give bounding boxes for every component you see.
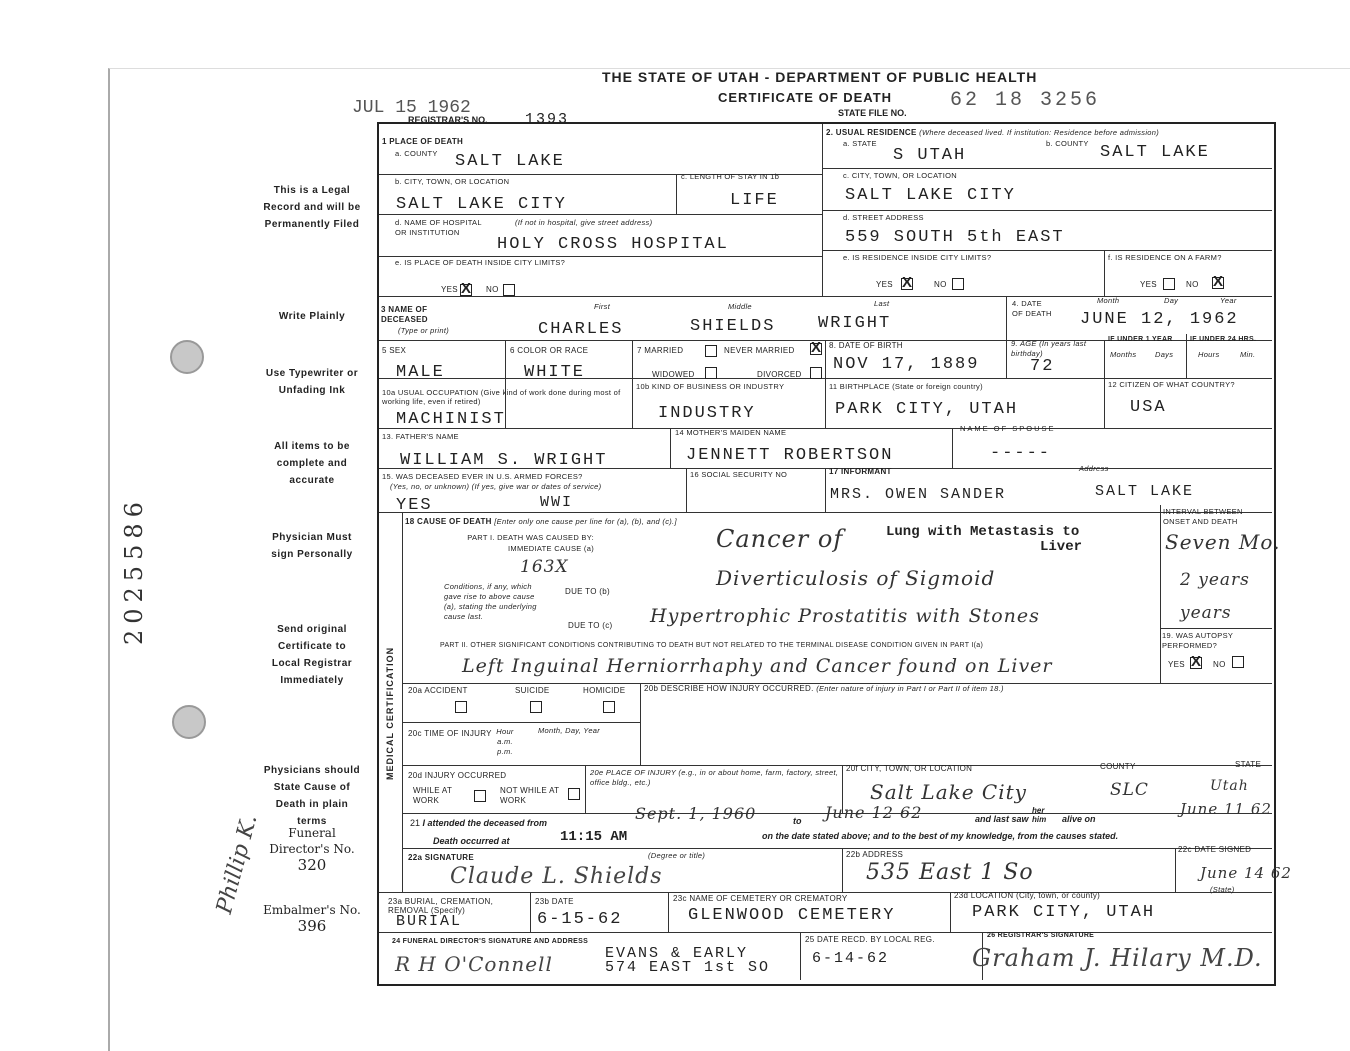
burial-location: PARK CITY, UTAH (972, 903, 1156, 922)
attended-from: Sept. 1, 1960 (635, 804, 757, 823)
divorced-label: DIVORCED (757, 370, 802, 379)
location-label: 23d LOCATION (City, town, or county) (954, 891, 1101, 900)
name-label: 3 NAME OF DECEASED (381, 305, 428, 324)
residence-county: SALT LAKE (1100, 143, 1210, 162)
married-label: 7 MARRIED (637, 346, 684, 355)
months-label: Months (1110, 350, 1137, 359)
yes-label: YES (1140, 280, 1157, 289)
alive-date: June 11 62 (1180, 800, 1272, 818)
note-typewriter: Use Typewriter or Unfading Ink (265, 368, 359, 396)
no-label: NO (934, 280, 947, 289)
farm-no-checkbox[interactable]: X (1213, 273, 1224, 290)
item2-label: 2. USUAL RESIDENCE (Where deceased lived. If institution: Residence before admission) (826, 128, 1160, 137)
funeral-director-number: 320 (297, 856, 327, 874)
spouse-label: NAME OF SPOUSE (960, 424, 1056, 433)
death-limits-no-checkbox[interactable] (503, 284, 515, 296)
due-to-c-label: DUE TO (c) (568, 621, 613, 630)
last-saw-label: and last saw (975, 814, 1029, 824)
farm-label: f. IS RESIDENCE ON A FARM? (1108, 253, 1222, 262)
date-of-birth: NOV 17, 1889 (833, 355, 980, 374)
residence-street: 559 SOUTH 5th EAST (845, 228, 1065, 247)
due-to-b-label: DUE TO (b) (565, 587, 610, 596)
autopsy-no-checkbox[interactable] (1232, 656, 1244, 668)
death-occurred-label: Death occurred at (433, 836, 510, 846)
suicide-checkbox[interactable] (530, 701, 542, 713)
mdy-label: Month, Day, Year (538, 726, 601, 735)
widowed-label: WIDOWED (652, 370, 695, 379)
middle-name: SHIELDS (690, 317, 776, 336)
stay-label: c. LENGTH OF STAY IN 1b (681, 172, 780, 181)
farm-yes-checkbox[interactable] (1163, 278, 1175, 290)
no-label: NO (486, 285, 499, 294)
days-label: Days (1155, 350, 1174, 359)
part1-label: PART I. DEATH WAS CAUSED BY: IMMEDIATE CAUSE (a) (467, 533, 594, 553)
address-label: 22b ADDRESS (846, 850, 904, 859)
conditions-note: Conditions, if any, which gave rise to above cause (a), stating the underlying cause last. (444, 582, 537, 621)
vertical-file-number: 2025586 (120, 496, 148, 645)
no-label: NO (1186, 280, 1199, 289)
cause-code: 163X (520, 557, 569, 577)
embalmer-label: Embalmer's No. (263, 903, 361, 917)
while-at-work-checkbox[interactable] (474, 790, 486, 802)
punch-hole (170, 340, 204, 374)
injury-desc-label: 20b DESCRIBE HOW INJURY OCCURRED. (Enter nature of injury in Part I or Part II of item 18.) (644, 684, 1004, 693)
embalmer-number: 396 (297, 917, 327, 935)
informant-label: 17 INFORMANT (829, 467, 892, 476)
sex-value: MALE (396, 363, 445, 382)
note-legal-record: This is a Legal Record and will be Permanently Filed (263, 185, 361, 230)
hospital-name: HOLY CROSS HOSPITAL (497, 235, 729, 254)
birthplace-value: PARK CITY, UTAH (835, 400, 1019, 419)
him-her-label: her him (1032, 806, 1047, 824)
punch-hole (172, 705, 206, 739)
burial-method: BURIAL (396, 913, 463, 930)
name-note: (Type or print) (398, 326, 450, 335)
day-label: Day (1164, 296, 1179, 305)
ssn-label: 16 SOCIAL SECURITY NO (690, 470, 788, 479)
res-limits-no-checkbox[interactable] (952, 278, 964, 290)
physician-signature: Claude L. Shields (450, 864, 663, 889)
death-limits-yes-checkbox[interactable]: X (461, 280, 472, 297)
father-label: 13. FATHER'S NAME (382, 432, 459, 441)
injury-occurred-label: 20d INJURY OCCURRED (408, 771, 507, 780)
industry-value: INDUSTRY (658, 404, 756, 423)
accident-label: 20a ACCIDENT (408, 686, 468, 695)
cemetery-label: 23c NAME OF CEMETERY OR CREMATORY (673, 894, 848, 903)
state-file-number: 62 18 3256 (950, 89, 1101, 112)
mother-label: 14 MOTHER'S MAIDEN NAME (675, 428, 787, 437)
note-physician-sign: Physician Must sign Personally (271, 532, 353, 560)
age-value: 72 (1030, 357, 1055, 376)
death-time: 11:15 AM (560, 829, 628, 845)
res-city-label: c. CITY, TOWN, OR LOCATION (843, 171, 957, 180)
never-married-checkbox[interactable]: X (811, 339, 822, 356)
citizen-value: USA (1130, 398, 1167, 417)
year-label: Year (1220, 296, 1237, 305)
industry-label: 10b KIND OF BUSINESS OR INDUSTRY (636, 382, 785, 391)
forces-label: 15. WAS DECEASED EVER IN U.S. ARMED FORCES? (382, 472, 583, 481)
birthplace-label: 11 BIRTHPLACE (State or foreign country) (829, 382, 983, 391)
inj-city-label: 20f CITY, TOWN, OR LOCATION (846, 764, 973, 773)
director-signature: R H O'Connell (395, 952, 553, 976)
inj-county-label: COUNTY (1100, 762, 1136, 771)
date-signed-label: 22c DATE SIGNED (1178, 845, 1252, 854)
cause-b: Diverticulosis of Sigmoid (716, 566, 996, 590)
race-value: WHITE (524, 363, 586, 382)
yes-label: YES (1168, 660, 1185, 669)
note-complete: All items to be complete and accurate (274, 441, 350, 486)
no-label: NO (1213, 660, 1226, 669)
burial-date: 6-15-62 (537, 910, 623, 929)
mother-name: JENNETT ROBERTSON (686, 446, 894, 465)
part2-value: Left Inguinal Herniorrhaphy and Cancer found on Liver (462, 655, 1053, 677)
informant-name: MRS. OWEN SANDER (830, 486, 1007, 503)
hospital-note: (If not in hospital, give street address) (515, 218, 653, 227)
cemetery-name: GLENWOOD CEMETERY (688, 906, 896, 925)
length-of-stay: LIFE (730, 191, 779, 210)
sex-label: 5 SEX (382, 346, 407, 355)
on-date-text: on the date stated above; and to the best of my knowledge, from the causes stated. (762, 831, 1119, 841)
inj-state-label: STATE (1235, 760, 1262, 769)
item1-label: 1 PLACE OF DEATH (382, 137, 464, 146)
hour-label: Hour a.m. p.m. (496, 727, 514, 756)
month-label: Month (1097, 296, 1120, 305)
city-label: b. CITY, TOWN, OR LOCATION (395, 177, 510, 186)
received-stamp: JUL 15 1962 (352, 98, 471, 118)
cause-a-typed-2: Liver (1040, 539, 1083, 555)
res-street-label: d. STREET ADDRESS (843, 213, 924, 222)
inside-limits-label: e. IS PLACE OF DEATH INSIDE CITY LIMITS? (395, 258, 566, 267)
birth-label: 8. DATE OF BIRTH (829, 341, 903, 350)
date-signed: June 14 62 (1200, 864, 1292, 882)
war-value: WWI (540, 494, 574, 511)
time-injury-label: 20c TIME OF INJURY (408, 729, 492, 738)
physician-address: 535 East 1 So (866, 860, 1034, 885)
homicide-label: HOMICIDE (583, 686, 626, 695)
forces-note: (Yes, no, or unknown) (If yes, give war or dates of service) (390, 482, 602, 491)
medical-certification-label: MEDICAL CERTIFICATION (385, 646, 395, 780)
part2-label: PART II. OTHER SIGNIFICANT CONDITIONS CONTRIBUTING TO DEATH BUT NOT RELATED TO THE TERMINAL DISEASE CONDITION GIVEN IN PART I(a) (440, 642, 984, 649)
certificate-title: CERTIFICATE OF DEATH (718, 90, 893, 105)
recd-label: 25 DATE RECD. BY LOCAL REG. (805, 935, 935, 944)
funeral-director-label: Funeral Director's No. (269, 826, 355, 856)
under-year-label: IF UNDER 1 YEAR (1108, 336, 1173, 343)
informant-address-label: Address (1079, 464, 1109, 473)
state-file-label: STATE FILE NO. (838, 108, 907, 118)
res-state-label: a. STATE (843, 139, 877, 148)
never-married-label: NEVER MARRIED (724, 346, 795, 355)
county-label: a. COUNTY (395, 149, 438, 158)
first-name: CHARLES (538, 320, 624, 339)
yes-label: YES (441, 285, 458, 294)
date-of-death-label: 4. DATE OF DEATH (1012, 299, 1052, 318)
injury-state: Utah (1210, 778, 1249, 794)
cause-c: Hypertrophic Prostatitis with Stones (650, 605, 1040, 627)
signature-label: 22a SIGNATURE (408, 853, 475, 862)
note-cause-terms: Physicians should State Cause of Death in plain terms (263, 765, 361, 827)
registrar-label: REGISTRAR'S NO. (408, 115, 488, 125)
cause-label: 18 CAUSE OF DEATH [Enter only one cause per line for (a), (b), and (c).] (405, 517, 677, 526)
informant-address: SALT LAKE (1095, 483, 1195, 500)
yes-label: YES (876, 280, 893, 289)
race-label: 6 COLOR OR RACE (510, 346, 589, 355)
autopsy-yes-checkbox[interactable]: X (1191, 653, 1202, 670)
under-24-label: IF UNDER 24 HRS. (1190, 336, 1257, 343)
cause-a-handwritten: Cancer of (716, 525, 844, 553)
date-received: 6-14-62 (812, 950, 890, 967)
registrar-signature-label: 26 REGISTRAR'S SIGNATURE (987, 932, 1095, 939)
residence-city: SALT LAKE CITY (845, 186, 1016, 205)
while-at-work-label: WHILE AT WORK (413, 786, 453, 805)
vertical-signature: Phillip K. (212, 811, 263, 917)
occupation-value: MACHINIST (396, 410, 506, 429)
degree-label: (Degree or title) (648, 851, 706, 860)
burial-date-label: 23b DATE (535, 897, 574, 906)
note-send-original: Send original Certificate to Local Registrar Immediately (271, 624, 353, 686)
married-checkbox[interactable] (705, 345, 717, 357)
first-label: First (594, 302, 611, 311)
not-at-work-checkbox[interactable] (568, 788, 580, 800)
to-label: to (793, 816, 802, 826)
widowed-checkbox[interactable] (705, 367, 717, 379)
hospital-label: d. NAME OF HOSPITAL OR INSTITUTION (395, 218, 482, 237)
burial-label: 23a BURIAL, CREMATION, REMOVAL (Specify) (388, 897, 494, 915)
death-city: SALT LAKE CITY (396, 195, 567, 214)
interval-a: Seven Mo. (1165, 530, 1281, 554)
attended-text: 21 I attended the deceased from (410, 818, 548, 828)
suicide-label: SUICIDE (515, 686, 550, 695)
place-injury-label: 20e PLACE OF INJURY (e.g., in or about home, farm, factory, street, office bldg., etc.) (590, 768, 839, 787)
location-state-label: (State) (1210, 885, 1235, 894)
min-label: Min. (1240, 350, 1256, 359)
residence-state: S UTAH (893, 146, 967, 165)
father-name: WILLIAM S. WRIGHT (400, 451, 608, 470)
director-address: 574 EAST 1st SO (605, 959, 771, 976)
note-write-plainly: Write Plainly (278, 311, 346, 322)
registrar-number: 1393 (525, 111, 570, 128)
injury-city: Salt Lake City (870, 780, 1027, 804)
res-county-label: b. COUNTY (1046, 139, 1089, 148)
last-label: Last (874, 299, 890, 308)
res-limits-label: e. IS RESIDENCE INSIDE CITY LIMITS? (843, 253, 992, 262)
death-county: SALT LAKE (455, 152, 565, 171)
res-limits-yes-checkbox[interactable]: X (902, 274, 913, 291)
director-name: EVANS & EARLY (605, 945, 749, 962)
armed-forces-value: YES (396, 496, 433, 515)
autopsy-label: 19. WAS AUTOPSY PERFORMED? (1162, 631, 1234, 650)
interval-c: years (1180, 603, 1232, 623)
date-of-death: JUNE 12, 1962 (1080, 310, 1239, 329)
interval-label: INTERVAL BETWEEN ONSET AND DEATH (1163, 507, 1243, 526)
divorced-checkbox[interactable] (810, 367, 822, 379)
age-label: 9. AGE (In years last birthday) (1011, 339, 1087, 358)
occupation-label: 10a USUAL OCCUPATION (Give kind of work done during most of working life, even if retired) (382, 388, 621, 406)
last-name: WRIGHT (818, 314, 892, 333)
interval-b: 2 years (1180, 570, 1250, 590)
registrar-signature: Graham J. Hilary M.D. (972, 944, 1263, 972)
attended-to: June 12 62 (825, 803, 923, 822)
not-at-work-label: NOT WHILE AT WORK (500, 786, 560, 805)
citizen-label: 12 CITIZEN OF WHAT COUNTRY? (1108, 380, 1235, 389)
middle-label: Middle (728, 302, 752, 311)
agency-title: THE STATE OF UTAH - DEPARTMENT OF PUBLIC HEALTH (602, 69, 1038, 85)
spouse-name: ----- (990, 444, 1052, 463)
homicide-checkbox[interactable] (603, 701, 615, 713)
alive-on-label: alive on (1062, 814, 1096, 824)
accident-checkbox[interactable] (455, 701, 467, 713)
hours-label: Hours (1198, 350, 1220, 359)
cause-a-typed: Lung with Metastasis to (886, 524, 1080, 540)
director-label: 24 FUNERAL DIRECTOR'S SIGNATURE AND ADDRESS (392, 938, 589, 945)
injury-county: SLC (1110, 780, 1149, 800)
